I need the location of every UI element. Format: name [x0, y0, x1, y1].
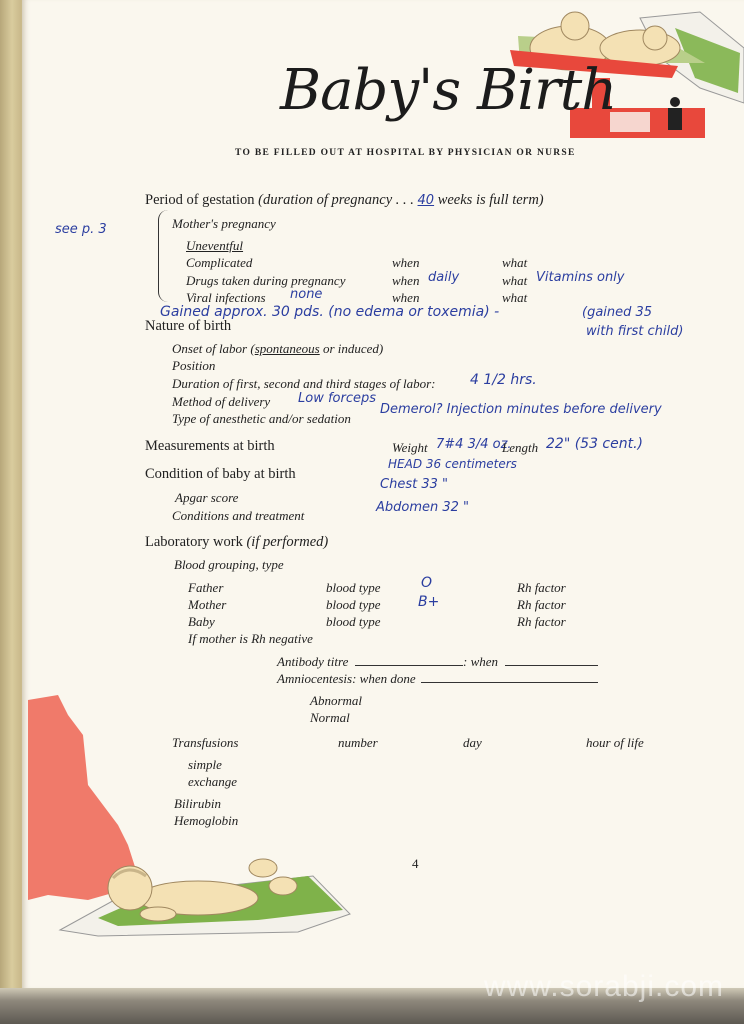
- onset-suffix: or induced): [319, 341, 384, 356]
- antibody-line: [355, 665, 463, 666]
- pregnancy-viral: Viral infections: [186, 290, 266, 305]
- amnio-label: Amniocentesis: when done: [277, 671, 416, 686]
- pregnancy-brace: [158, 210, 169, 302]
- measurements-label: Measurements at birth: [145, 438, 275, 454]
- antibody-when-label: : when: [463, 654, 499, 669]
- weight-gain-note-second: with first child): [586, 324, 684, 339]
- lab-work-row: [145, 534, 328, 551]
- complicated-what-label: what: [502, 255, 528, 270]
- method-value: Low forceps: [298, 391, 377, 406]
- mother-label: Mother: [188, 597, 227, 612]
- length-value: 22" (53 cent.): [546, 436, 644, 452]
- chest-measurement: Chest 33 ": [380, 477, 448, 492]
- lab-work-note: (if performed): [246, 534, 329, 550]
- complicated-when-label: when: [392, 255, 420, 270]
- onset-prefix: Onset of labor (: [172, 341, 255, 356]
- watermark: www.sorabji.com: [483, 970, 724, 1003]
- apgar-label: Apgar score: [175, 490, 239, 505]
- father-blood-type-label: blood type: [326, 580, 381, 595]
- baby-blood-type-label: blood type: [326, 614, 381, 629]
- gestation-row: [145, 192, 544, 209]
- blood-grouping-label: Blood grouping, type: [174, 557, 284, 572]
- abdomen-measurement: Abdomen 32 ": [376, 500, 470, 515]
- onset-spontaneous: spontaneous: [254, 341, 320, 356]
- amnio-abnormal: Abnormal: [310, 693, 362, 708]
- drugs-when-value: daily: [428, 270, 460, 285]
- treatment-label: Conditions and treatment: [172, 508, 305, 523]
- mother-rh-label: Rh factor: [517, 597, 566, 612]
- pregnancy-uneventful: Uneventful: [186, 238, 244, 253]
- antibody-when-line: [505, 665, 598, 666]
- anesthetic-value: Demerol? Injection minutes before delivery: [380, 402, 662, 417]
- transfusions-day-label: day: [463, 735, 482, 750]
- method-label: Method of delivery: [172, 394, 271, 409]
- mother-blood-type-label: blood type: [326, 597, 381, 612]
- transfusions-label: Transfusions: [172, 735, 239, 750]
- length-label: Length: [502, 440, 539, 455]
- drugs-what-label: what: [502, 273, 528, 288]
- duration-value: 4 1/2 hrs.: [470, 372, 537, 388]
- antibody-label: Antibody titre: [277, 654, 349, 669]
- gestation-note-end: weeks is full term): [434, 192, 544, 208]
- position-label: Position: [172, 358, 216, 373]
- father-blood-type-value: O: [421, 575, 433, 591]
- anesthetic-label: Type of anesthetic and/or sedation: [172, 411, 351, 426]
- head-measurement: HEAD 36 centimeters: [388, 457, 517, 471]
- transfusion-simple: simple: [188, 757, 222, 772]
- page-subtitle: TO BE FILLED OUT AT HOSPITAL BY PHYSICIAN OR NURSE: [235, 148, 576, 158]
- duration-label: Duration of first, second and third stages of labor:: [172, 376, 436, 391]
- weight-gain-note: Gained approx. 30 pds. (no edema or toxemia) -: [160, 304, 500, 320]
- transfusion-exchange: exchange: [188, 774, 238, 789]
- baby-rh-label: Rh factor: [517, 614, 566, 629]
- hemoglobin-label: Hemoglobin: [174, 813, 239, 828]
- gestation-weeks-value: 40: [417, 193, 435, 208]
- weight-gain-note-first: (gained 35: [582, 305, 653, 320]
- weight-value: 7#4 3/4 oz.: [436, 437, 512, 452]
- transfusions-hour-label: hour of life: [586, 735, 644, 750]
- mother-blood-type-value: B+: [418, 594, 440, 610]
- drugs-when-label: when: [392, 273, 420, 288]
- rh-negative-label: If mother is Rh negative: [188, 631, 313, 646]
- weight-label: Weight: [392, 440, 428, 455]
- transfusions-number-label: number: [338, 735, 378, 750]
- onset-of-labor: [172, 341, 383, 357]
- lab-work-label: Laboratory work: [145, 534, 243, 550]
- amnio-line: [421, 682, 598, 683]
- margin-note: see p. 3: [55, 222, 107, 237]
- viral-when-label: when: [392, 290, 420, 305]
- baby-label: Baby: [188, 614, 215, 629]
- pregnancy-complicated: Complicated: [186, 255, 253, 270]
- baby-on-blanket-illustration: [58, 848, 358, 938]
- pregnancy-label: Mother's pregnancy: [172, 216, 276, 231]
- nature-of-birth-label: Nature of birth: [145, 318, 232, 334]
- drugs-what-value: Vitamins only: [536, 270, 625, 285]
- father-label: Father: [188, 580, 224, 595]
- amnio-normal: Normal: [310, 710, 350, 725]
- viral-value: none: [290, 287, 323, 302]
- father-rh-label: Rh factor: [517, 580, 566, 595]
- condition-label: Condition of baby at birth: [145, 466, 296, 482]
- bilirubin-label: Bilirubin: [174, 796, 221, 811]
- page-number: 4: [412, 856, 419, 871]
- viral-what-label: what: [502, 290, 528, 305]
- page-title: Baby's Birth: [280, 58, 617, 123]
- gestation-note: (duration of pregnancy . . .: [258, 192, 418, 208]
- gestation-label: Period of gestation: [145, 192, 255, 208]
- pregnancy-drugs: Drugs taken during pregnancy: [186, 273, 346, 288]
